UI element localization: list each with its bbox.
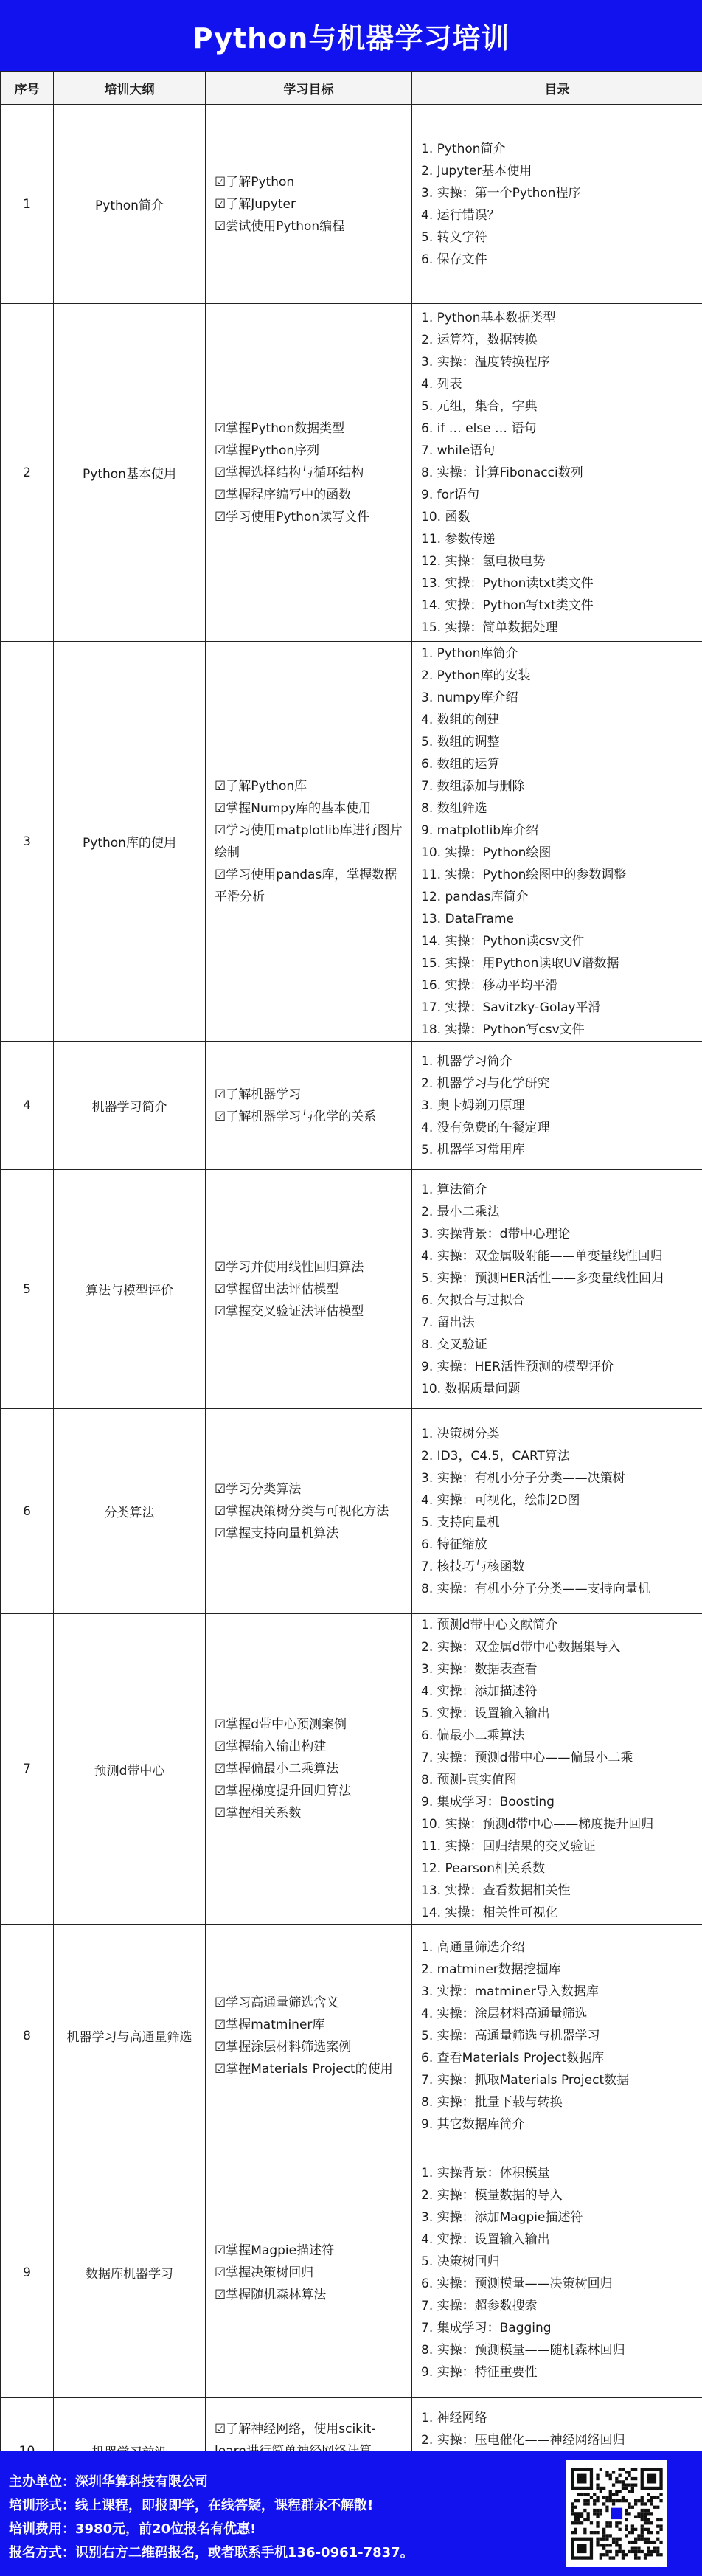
- toc-item: 10. 函数: [421, 509, 470, 524]
- toc-item: 12. Pearson相关系数: [421, 1861, 545, 1876]
- goal-item: ☑了解机器学习与化学的关系: [215, 1109, 377, 1124]
- row-toc: [412, 304, 702, 642]
- toc-item: 8. 实操：计算Fibonacci数列: [421, 465, 583, 480]
- table-row: [1, 642, 702, 1042]
- toc-item: 13. DataFrame: [421, 911, 514, 927]
- toc-item: 3. 实操：温度转换程序: [421, 354, 550, 370]
- goal-item: ☑掌握程序编写中的函数: [215, 487, 352, 502]
- toc-item: 7. 集成学习：Bagging: [421, 2320, 552, 2336]
- toc-item: 7. 数组添加与删除: [421, 778, 525, 794]
- header-goals: 学习目标: [206, 72, 412, 105]
- toc-item: 1. Python库简介: [421, 645, 518, 661]
- toc-item: 9. matplotlib库介绍: [421, 823, 539, 838]
- toc-item: 2. ID3，C4.5，CART算法: [421, 1448, 570, 1464]
- toc-item: 1. 决策树分类: [421, 1426, 500, 1441]
- signup-qr-code[interactable]: [566, 2460, 667, 2567]
- toc-item: 5. 决策树回归: [421, 2254, 500, 2269]
- row-goals: [206, 1170, 412, 1409]
- goal-item: ☑掌握选择结构与循环结构: [215, 465, 364, 480]
- footer-signup: [9, 2541, 414, 2565]
- goal-item: ☑了解Python: [215, 174, 295, 190]
- toc-item: 1. 机器学习简介: [421, 1053, 512, 1069]
- goal-item: ☑掌握留出法评估模型: [215, 1281, 339, 1297]
- row-goals: [206, 1042, 412, 1170]
- toc-item: 10. 数据质量问题: [421, 1381, 521, 1396]
- table-row: [1, 1042, 702, 1170]
- toc-item: 3. 实操：有机小分子分类——决策树: [421, 1470, 625, 1486]
- toc-item: 1. 高通量筛选介绍: [421, 1939, 525, 1955]
- row-outline: Python库的使用: [54, 642, 206, 1042]
- row-outline: Python基本使用: [54, 304, 206, 642]
- signup-label: 报名方式：: [9, 2545, 75, 2561]
- row-outline: 机器学习简介: [54, 1042, 206, 1170]
- toc-item: 3. 实操：添加Magpie描述符: [421, 2209, 583, 2225]
- goal-item: ☑掌握Materials Project的使用: [215, 2061, 393, 2077]
- toc-item: 10. 实操：Python绘图: [421, 845, 552, 860]
- table-row: [1, 1170, 702, 1409]
- toc-item: 11. 参数传递: [421, 531, 496, 547]
- toc-item: 5. 转义字符: [421, 229, 487, 245]
- organizer-value: 深圳华算科技有限公司: [75, 2474, 208, 2490]
- row-number: 6: [1, 1409, 54, 1614]
- toc-item: 2. 最小二乘法: [421, 1204, 500, 1219]
- toc-item: 15. 实操：简单数据处理: [421, 620, 558, 635]
- toc-item: 13. 实操：查看数据相关性: [421, 1883, 571, 1898]
- toc-item: 2. matminer数据挖掘库: [421, 1962, 561, 1977]
- goal-item: ☑了解机器学习: [215, 1087, 302, 1102]
- toc-item: 2. 实操：压电催化——神经网络回归: [421, 2432, 625, 2448]
- table-row: [1, 1925, 702, 2147]
- row-goals: [206, 105, 412, 304]
- toc-item: 8. 实操：有机小分子分类——支持向量机: [421, 1581, 650, 1596]
- goal-item: ☑掌握随机森林算法: [215, 2287, 327, 2302]
- row-goals: [206, 1925, 412, 2147]
- toc-item: 8. 数组筛选: [421, 800, 487, 816]
- toc-item: 10. 实操：预测d带中心——梯度提升回归: [421, 1817, 654, 1832]
- toc-item: 1. Python简介: [421, 141, 506, 156]
- toc-item: 3. 实操：数据表查看: [421, 1662, 538, 1677]
- row-toc: [412, 1042, 702, 1170]
- row-toc: [412, 2147, 702, 2398]
- toc-item: 6. 实操：预测模量——决策树回归: [421, 2276, 613, 2291]
- toc-item: 5. 实操：设置输入输出: [421, 1706, 550, 1721]
- row-outline: 预测d带中心: [54, 1614, 206, 1925]
- qr-code-icon: [566, 2460, 667, 2567]
- toc-item: 3. 奥卡姆剃刀原理: [421, 1098, 525, 1113]
- format-label: 培训形式：: [9, 2498, 75, 2513]
- format-value: 线上课程，即报即学，在线答疑，课程群永不解散!: [75, 2498, 374, 2513]
- toc-item: 3. 实操背景：d带中心理论: [421, 1226, 571, 1242]
- row-toc: [412, 1614, 702, 1925]
- row-number: 5: [1, 1170, 54, 1409]
- table-row: [1, 105, 702, 304]
- row-toc: [412, 1409, 702, 1614]
- goal-item: ☑掌握相关系数: [215, 1806, 302, 1821]
- goal-item: ☑学习使用pandas库，掌握数据平滑分析: [215, 867, 397, 904]
- toc-item: 11. 实操：回归结果的交叉验证: [421, 1839, 596, 1854]
- toc-item: 1. 实操背景：体积模量: [421, 2165, 550, 2181]
- table-row: [1, 1614, 702, 1925]
- toc-item: 4. 列表: [421, 376, 462, 392]
- row-outline: 算法与模型评价: [54, 1170, 206, 1409]
- toc-item: 8. 实操：批量下载与转换: [421, 2094, 563, 2110]
- toc-item: 15. 实操：用Python读取UV谱数据: [421, 955, 619, 971]
- toc-item: 7. 留出法: [421, 1315, 475, 1330]
- row-outline: 分类算法: [54, 1409, 206, 1614]
- row-goals: [206, 1409, 412, 1614]
- toc-item: 1. 神经网络: [421, 2410, 487, 2426]
- goal-item: ☑掌握Magpie描述符: [215, 2243, 335, 2258]
- fee-label: 培训费用：: [9, 2521, 75, 2537]
- header-outline: 培训大纲: [54, 72, 206, 105]
- goal-item: ☑了解Jupyter: [215, 196, 296, 212]
- table-row: [1, 1409, 702, 1614]
- toc-item: 9. for语句: [421, 487, 479, 502]
- toc-item: 7. while语句: [421, 443, 496, 458]
- row-number: 8: [1, 1925, 54, 2147]
- header-num: 序号: [1, 72, 54, 105]
- toc-item: 2. 机器学习与化学研究: [421, 1076, 550, 1091]
- toc-item: 6. 查看Materials Project数据库: [421, 2050, 605, 2066]
- toc-item: 1. 算法简介: [421, 1182, 487, 1197]
- row-number: 2: [1, 304, 54, 642]
- goal-item: ☑掌握输入输出构建: [215, 1739, 327, 1754]
- toc-item: 4. 数组的创建: [421, 712, 500, 727]
- organizer-label: 主办单位：: [9, 2474, 75, 2490]
- toc-item: 1. 预测d带中心文献简介: [421, 1618, 558, 1632]
- toc-item: 4. 实操：设置输入输出: [421, 2232, 550, 2247]
- goal-item: ☑学习分类算法: [215, 1481, 302, 1497]
- row-outline: 数据库机器学习: [54, 2147, 206, 2398]
- toc-item: 14. 实操：Python写txt类文件: [421, 598, 594, 613]
- syllabus-table: [0, 71, 702, 2504]
- footer-organizer: [9, 2471, 414, 2494]
- goal-item: ☑学习使用Python读写文件: [215, 509, 370, 524]
- toc-item: 5. 实操：预测HER活性——多变量线性回归: [421, 1270, 664, 1286]
- header-toc: 目录: [412, 72, 702, 105]
- row-toc: [412, 642, 702, 1042]
- toc-item: 7. 实操：抓取Materials Project数据: [421, 2072, 630, 2088]
- goal-item: ☑掌握涂层材料筛选案例: [215, 2039, 352, 2054]
- page-title: Python与机器学习培训: [0, 0, 702, 71]
- toc-item: 6. 欠拟合与过拟合: [421, 1292, 525, 1308]
- toc-item: 6. 特征缩放: [421, 1537, 487, 1552]
- toc-item: 3. 实操：第一个Python程序: [421, 185, 581, 201]
- goal-item: ☑掌握决策树回归: [215, 2265, 314, 2280]
- toc-item: 1. Python基本数据类型: [421, 310, 556, 325]
- toc-item: 8. 交叉验证: [421, 1337, 487, 1352]
- goal-item: ☑学习高通量筛选含义: [215, 1995, 339, 2010]
- row-outline: 机器学习与高通量筛选: [54, 1925, 206, 2147]
- toc-item: 7. 实操：预测d带中心——偏最小二乘: [421, 1751, 633, 1765]
- row-number: 1: [1, 105, 54, 304]
- table-row: [1, 304, 702, 642]
- row-toc: [412, 105, 702, 304]
- toc-item: 2. 实操：模量数据的导入: [421, 2187, 563, 2203]
- fee-value: 3980元，前20位报名有优惠!: [75, 2521, 257, 2537]
- toc-item: 4. 实操：可视化，绘制2D图: [421, 1492, 580, 1508]
- toc-item: 4. 实操：涂层材料高通量筛选: [421, 2006, 588, 2021]
- signup-value: 识别右方二维码报名，或者联系手机136-0961-7837。: [75, 2545, 414, 2561]
- toc-item: 13. 实操：Python读txt类文件: [421, 575, 594, 591]
- toc-item: 2. Jupyter基本使用: [421, 163, 532, 179]
- toc-item: 5. 机器学习常用库: [421, 1142, 525, 1157]
- toc-item: 8. 实操：预测模量——随机森林回归: [421, 2342, 625, 2358]
- goal-item: ☑尝试使用Python编程: [215, 218, 345, 234]
- toc-item: 6. 数组的运算: [421, 756, 500, 772]
- toc-item: 2. Python库的安装: [421, 668, 531, 683]
- toc-item: 5. 元组，集合，字典: [421, 398, 538, 414]
- toc-item: 12. pandas库简介: [421, 889, 529, 904]
- table-row: [1, 2147, 702, 2398]
- goal-item: ☑掌握matminer库: [215, 2017, 325, 2032]
- goal-item: ☑掌握决策树分类与可视化方法: [215, 1503, 389, 1519]
- toc-item: 6. 保存文件: [421, 252, 487, 267]
- goal-item: ☑了解Python库: [215, 778, 307, 794]
- toc-item: 3. 实操：matminer导入数据库: [421, 1984, 599, 1999]
- goal-item: ☑了解神经网络，使用scikit-: [215, 2421, 376, 2437]
- toc-item: 9. 其它数据库简介: [421, 2116, 525, 2132]
- toc-item: 17. 实操：Savitzky-Golay平滑: [421, 1000, 601, 1015]
- goal-item: ☑掌握偏最小二乘算法: [215, 1762, 339, 1776]
- toc-item: 7. 核技巧与核函数: [421, 1559, 525, 1574]
- toc-item: 9. 实操：特征重要性: [421, 2364, 538, 2380]
- toc-item: 14. 实操：Python读csv文件: [421, 933, 585, 949]
- toc-item: 11. 实操：Python绘图中的参数调整: [421, 867, 627, 882]
- toc-item: 4. 没有免费的午餐定理: [421, 1120, 550, 1135]
- toc-item: 2. 实操：双金属d带中心数据集导入: [421, 1640, 621, 1655]
- row-goals: [206, 2147, 412, 2398]
- toc-item: 8. 预测-真实值图: [421, 1773, 517, 1787]
- toc-item: 18. 实操：Python写csv文件: [421, 1022, 585, 1037]
- footer-format: [9, 2494, 414, 2518]
- toc-item: 4. 实操：添加描述符: [421, 1684, 538, 1699]
- goal-item: ☑掌握交叉验证法评估模型: [215, 1303, 364, 1319]
- goal-item: ☑掌握Python序列: [215, 443, 320, 458]
- toc-item: 12. 实操：氢电极电势: [421, 553, 546, 569]
- goal-item: ☑学习使用matplotlib库进行图片绘制: [215, 823, 403, 860]
- toc-item: 7. 实操：超参数搜索: [421, 2298, 538, 2313]
- goal-item: ☑掌握梯度提升回归算法: [215, 1784, 352, 1798]
- toc-item: 5. 实操：高通量筛选与机器学习: [421, 2028, 600, 2043]
- row-goals: [206, 1614, 412, 1925]
- row-number: 3: [1, 642, 54, 1042]
- toc-item: 4. 运行错误？: [421, 207, 500, 223]
- row-goals: [206, 642, 412, 1042]
- row-toc: [412, 1170, 702, 1409]
- row-goals: [206, 304, 412, 642]
- row-number: 7: [1, 1614, 54, 1925]
- toc-item: 14. 实操：相关性可视化: [421, 1905, 558, 1920]
- goal-item: ☑学习并使用线性回归算法: [215, 1259, 364, 1275]
- toc-item: 9. 实操：HER活性预测的模型评价: [421, 1359, 614, 1374]
- row-number: 4: [1, 1042, 54, 1170]
- row-outline: Python简介: [54, 105, 206, 304]
- row-number: 9: [1, 2147, 54, 2398]
- footer-fee: [9, 2518, 414, 2541]
- goal-item: ☑掌握d带中心预测案例: [215, 1717, 347, 1732]
- footer-banner: [0, 2451, 702, 2576]
- toc-item: 9. 集成学习：Boosting: [421, 1795, 555, 1810]
- toc-item: 6. 偏最小二乘算法: [421, 1728, 525, 1743]
- toc-item: 5. 数组的调整: [421, 734, 500, 749]
- table-header-row: [1, 72, 702, 105]
- toc-item: 5. 支持向量机: [421, 1514, 500, 1530]
- row-toc: [412, 1925, 702, 2147]
- toc-item: 2. 运算符，数据转换: [421, 332, 538, 347]
- toc-item: 16. 实操：移动平均平滑: [421, 977, 558, 993]
- toc-item: 3. numpy库介绍: [421, 690, 518, 705]
- goal-item: ☑掌握支持向量机算法: [215, 1526, 339, 1541]
- toc-item: 6. if … else … 语句: [421, 420, 537, 436]
- goal-item: ☑掌握Python数据类型: [215, 420, 345, 436]
- toc-item: 4. 实操：双金属吸附能——单变量线性回归: [421, 1248, 663, 1264]
- goal-item: ☑掌握Numpy库的基本使用: [215, 800, 372, 816]
